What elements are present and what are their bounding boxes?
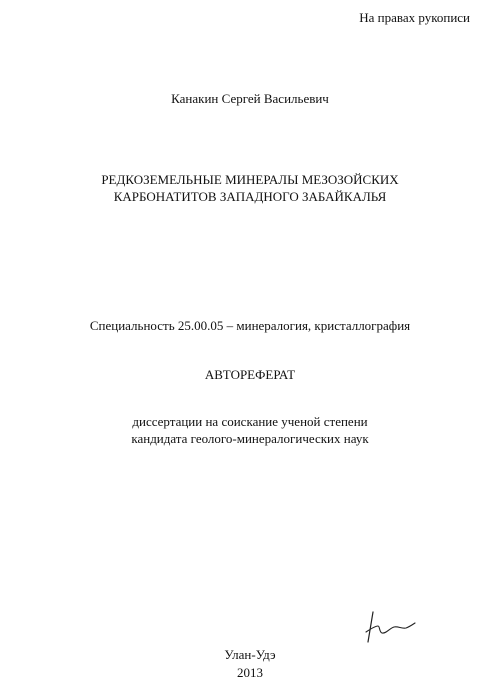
document-type: АВТОРЕФЕРАТ	[204, 367, 296, 382]
purpose-line-1: диссертации на соискание ученой степени	[132, 414, 368, 429]
manuscript-rights-note: На правах рукописи	[359, 10, 470, 25]
purpose-line-2: кандидата геолого-минералогических наук	[131, 431, 369, 446]
title-line-2: КАРБОНАТИТОВ ЗАПАДНОГО ЗАБАЙКАЛЬЯ	[113, 189, 387, 204]
year-line: 2013	[237, 665, 263, 680]
title-line-1: РЕДКОЗЕМЕЛЬНЫЕ МИНЕРАЛЫ МЕЗОЗОЙСКИХ	[101, 172, 399, 187]
handwritten-signature	[360, 606, 420, 646]
city-line: Улан-Удэ	[224, 647, 276, 662]
author-name: Канакин Сергей Васильевич	[171, 91, 329, 106]
specialty-line: Специальность 25.00.05 – минералогия, кристаллография	[89, 318, 411, 333]
